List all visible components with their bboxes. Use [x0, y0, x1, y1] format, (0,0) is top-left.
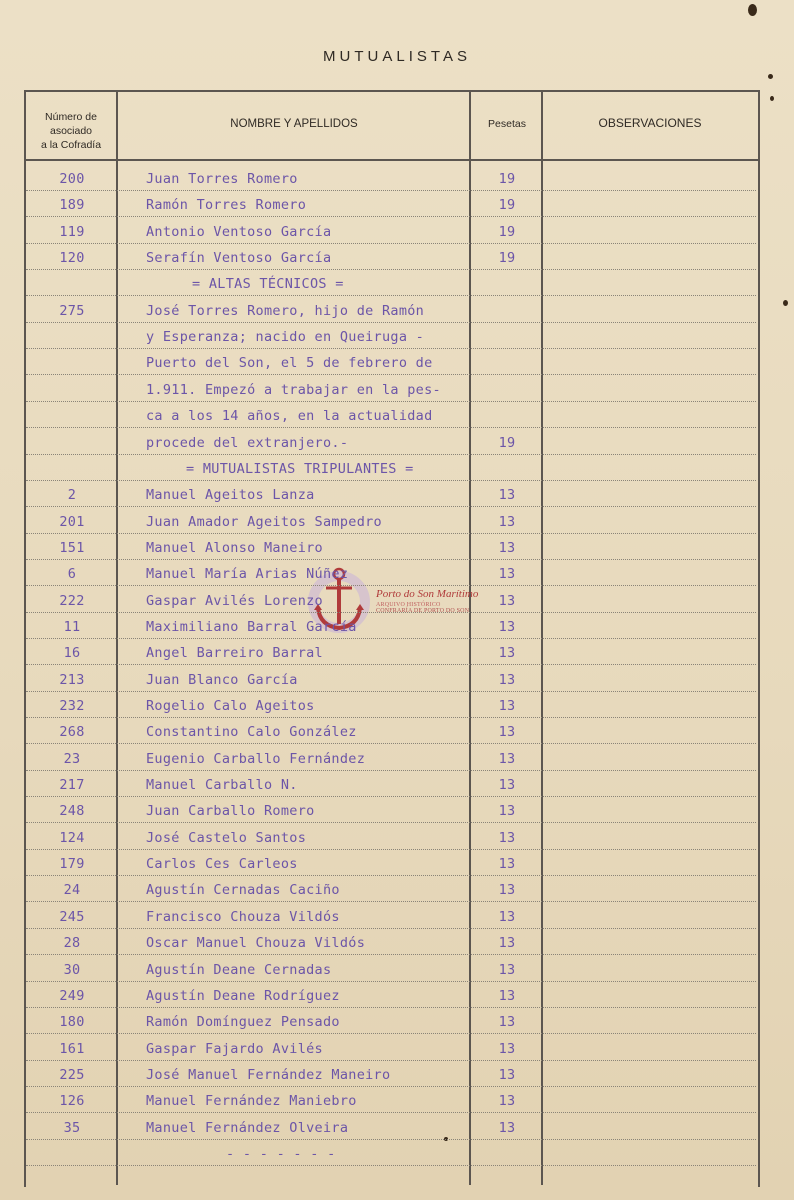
row-name: Puerto del Son, el 5 de febrero de [146, 355, 433, 372]
row-rule [26, 796, 756, 797]
row-rule [26, 506, 756, 507]
row-number: 35 [63, 1119, 81, 1136]
row-name: Maximiliano Barral García [146, 618, 357, 635]
row-name: Manuel Alonso Maneiro [146, 539, 323, 556]
header-pesetas: Pesetas [488, 118, 526, 130]
row-number: 120 [59, 250, 85, 267]
header-number-line: asociado [49, 125, 93, 137]
row-pesetas: 13 [498, 592, 516, 609]
row-pesetas: 19 [498, 434, 516, 451]
stamp-line-2: ARQUIVO HISTÓRICO [376, 602, 441, 608]
header-number [26, 110, 116, 152]
row-name: procede del extranjero.- [146, 434, 349, 451]
header-number-line: a la Cofradía [40, 139, 102, 151]
row-rule [26, 322, 756, 323]
row-pesetas: 13 [498, 935, 516, 952]
row-name: Ramón Domínguez Pensado [146, 1014, 340, 1031]
row-pesetas: 19 [498, 250, 516, 267]
row-name: Serafín Ventoso García [146, 250, 332, 267]
row-pesetas: 13 [498, 803, 516, 820]
row-rule [26, 480, 756, 481]
row-rule [26, 1007, 756, 1008]
row-number: 222 [59, 592, 85, 609]
section-heading: = ALTAS TÉCNICOS = [192, 276, 344, 293]
row-name: Juan Blanco García [146, 671, 298, 688]
row-pesetas: 13 [498, 961, 516, 978]
row-pesetas: 13 [498, 618, 516, 635]
row-rule [26, 269, 756, 270]
row-name: y Esperanza; nacido en Queiruga - [146, 329, 425, 346]
row-name: Manuel María Arias Núñez [146, 566, 349, 583]
row-name: Carlos Ces Carleos [146, 856, 298, 873]
row-pesetas: 13 [498, 487, 516, 504]
header-number-line: Número de [45, 111, 97, 123]
row-pesetas: 13 [498, 698, 516, 714]
section-heading: - - - - - - - [226, 1145, 336, 1162]
paper-stain [770, 96, 774, 101]
row-number: 245 [59, 908, 85, 925]
row-pesetas: 19 [498, 223, 516, 240]
row-pesetas: 13 [498, 1040, 516, 1057]
row-name: Antonio Ventoso García [146, 223, 332, 240]
row-name: Agustín Cernadas Caciño [146, 882, 340, 899]
row-number: 124 [59, 829, 85, 846]
row-rule [26, 664, 756, 665]
row-number: 6 [67, 566, 77, 583]
row-pesetas: 13 [498, 1119, 516, 1136]
row-number: 2 [67, 487, 77, 504]
row-pesetas: 19 [498, 197, 516, 214]
row-pesetas: 19 [498, 171, 516, 187]
row-name: Manuel Fernández Maniebro [146, 1093, 357, 1110]
row-name: Constantino Calo González [146, 724, 357, 741]
row-rule [26, 243, 756, 244]
row-number: 189 [59, 197, 85, 214]
row-rule [26, 1086, 756, 1087]
row-number: 201 [59, 513, 85, 530]
row-number: 180 [59, 1014, 85, 1031]
row-pesetas: 13 [498, 1066, 516, 1083]
row-pesetas: 13 [498, 856, 516, 873]
row-name: 1.911. Empezó a trabajar en la pes- [146, 381, 441, 398]
row-name: Gaspar Fajardo Avilés [146, 1040, 323, 1057]
row-rule [26, 954, 756, 955]
row-rule [26, 901, 756, 902]
row-name: Eugenio Carballo Fernández [146, 750, 366, 767]
row-pesetas: 13 [498, 1093, 516, 1110]
row-pesetas: 13 [498, 750, 516, 767]
row-number: 23 [63, 750, 81, 767]
row-number: 151 [59, 539, 85, 556]
row-rule [26, 1165, 756, 1166]
row-pesetas: 13 [498, 1014, 516, 1031]
row-number: 119 [59, 223, 85, 240]
row-rule [26, 822, 756, 823]
row-name: Oscar Manuel Chouza Vildós [146, 935, 366, 952]
row-number: 28 [63, 935, 81, 952]
row-rule [26, 691, 756, 692]
row-number: 161 [59, 1040, 85, 1057]
row-name: Manuel Ageitos Lanza [146, 487, 315, 504]
row-rule [26, 743, 756, 744]
row-name: Manuel Fernández Olveira [146, 1119, 349, 1136]
row-number: 200 [59, 171, 85, 187]
row-name: Juan Torres Romero [146, 171, 298, 187]
paper-stain [768, 74, 773, 79]
row-name: José Torres Romero, hijo de Ramón [146, 302, 425, 319]
row-rule [26, 533, 756, 534]
row-rule [26, 717, 756, 718]
row-pesetas: 13 [498, 513, 516, 530]
row-rule [26, 612, 756, 613]
row-rule [26, 374, 756, 375]
row-rule [26, 427, 756, 428]
row-rule [26, 875, 756, 876]
row-pesetas: 13 [498, 987, 516, 1004]
row-rule [26, 401, 756, 402]
row-name: Francisco Chouza Vildós [146, 908, 340, 925]
row-number: 268 [59, 724, 85, 741]
row-number: 179 [59, 856, 85, 873]
row-rule [26, 770, 756, 771]
row-rule [26, 638, 756, 639]
row-number: 249 [59, 987, 85, 1004]
row-rule [26, 585, 756, 586]
row-rule [26, 1112, 756, 1113]
row-rule [26, 295, 756, 296]
row-number: 232 [59, 698, 85, 714]
paper-stain [783, 300, 788, 306]
row-number: 24 [63, 882, 81, 899]
row-name: Agustín Deane Rodríguez [146, 987, 340, 1004]
row-pesetas: 13 [498, 724, 516, 741]
header-rule [24, 159, 758, 161]
row-pesetas: 13 [498, 777, 516, 794]
row-number: 16 [63, 645, 81, 662]
row-pesetas: 13 [498, 829, 516, 846]
row-name: Rogelio Calo Ageitos [146, 698, 315, 714]
row-name: ca a los 14 años, en la actualidad [146, 408, 433, 425]
row-number: 225 [59, 1066, 85, 1083]
section-heading: = MUTUALISTAS TRIPULANTES = [186, 460, 414, 477]
row-name: Juan Carballo Romero [146, 803, 315, 820]
row-number: 275 [59, 302, 85, 319]
row-rule [26, 559, 756, 560]
row-rule [26, 454, 756, 455]
stamp-line-3: CONFRARÍA DE PORTO DO SON [376, 608, 470, 614]
row-pesetas: 13 [498, 882, 516, 899]
row-rule [26, 849, 756, 850]
archive-stamp-text [376, 588, 478, 614]
row-name: José Castelo Santos [146, 829, 307, 846]
row-name: Angel Barreiro Barral [146, 645, 323, 662]
row-name: Ramón Torres Romero [146, 197, 307, 214]
paper-stain [748, 4, 757, 16]
row-rule [26, 216, 756, 217]
row-pesetas: 13 [498, 671, 516, 688]
row-number: 11 [63, 618, 81, 635]
row-number: 30 [63, 961, 81, 978]
row-rule [26, 1139, 756, 1140]
row-pesetas: 13 [498, 566, 516, 583]
row-number: 213 [59, 671, 85, 688]
row-number: 248 [59, 803, 85, 820]
row-rule [26, 928, 756, 929]
row-rule [26, 1060, 756, 1061]
row-name: Juan Amador Ageitos Sampedro [146, 513, 382, 530]
row-rule [26, 981, 756, 982]
row-rule [26, 1033, 756, 1034]
row-number: 217 [59, 777, 85, 794]
page-title: MUTUALISTAS [323, 48, 471, 65]
header-observations: OBSERVACIONES [598, 116, 702, 130]
row-name: José Manuel Fernández Maneiro [146, 1066, 391, 1083]
row-pesetas: 13 [498, 539, 516, 556]
row-name: Gaspar Avilés Lorenzo [146, 592, 323, 609]
header-name: NOMBRE Y APELLIDOS [230, 118, 358, 130]
row-number: 126 [59, 1093, 85, 1110]
stamp-line-1: Porto do Son Marítimo [376, 588, 479, 600]
row-rule [26, 190, 756, 191]
row-name: Manuel Carballo N. [146, 777, 298, 794]
row-pesetas: 13 [498, 908, 516, 925]
row-pesetas: 13 [498, 645, 516, 662]
row-name: Agustín Deane Cernadas [146, 961, 332, 978]
row-rule [26, 348, 756, 349]
